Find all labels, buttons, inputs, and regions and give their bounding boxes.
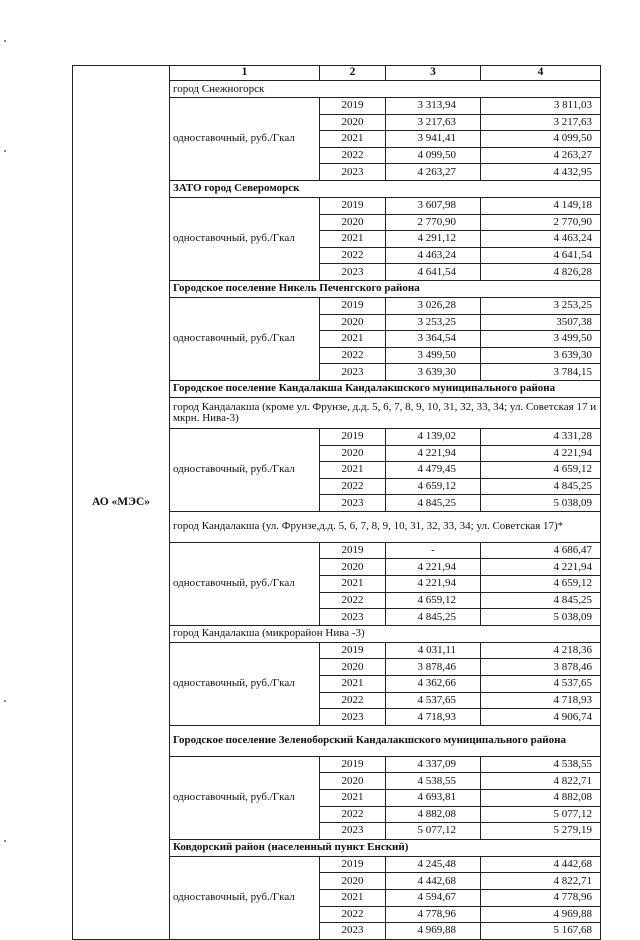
value-col3: 4 099,50 bbox=[386, 147, 481, 164]
year-cell: 2020 bbox=[320, 873, 386, 890]
value-col3: 3 313,94 bbox=[386, 98, 481, 115]
year-cell: 2021 bbox=[320, 889, 386, 906]
value-col4: 4 149,18 bbox=[481, 197, 601, 214]
value-col3: 4 969,88 bbox=[386, 923, 481, 940]
value-col3: 4 882,08 bbox=[386, 806, 481, 823]
year-cell: 2021 bbox=[320, 131, 386, 148]
year-cell: 2020 bbox=[320, 445, 386, 462]
year-cell: 2019 bbox=[320, 856, 386, 873]
value-col4: 3 499,50 bbox=[481, 331, 601, 348]
value-col3: 4 221,94 bbox=[386, 576, 481, 593]
section-title: Городское поселение Зеленоборский Кандалакшского муниципального района bbox=[170, 725, 601, 756]
section-title: Городское поселение Никель Печенгского района bbox=[170, 280, 601, 297]
value-col3: 4 718,93 bbox=[386, 709, 481, 726]
value-col4: 4 822,71 bbox=[481, 773, 601, 790]
section-title: Ковдорский район (населенный пункт Енский) bbox=[170, 839, 601, 856]
value-col4: 4 221,94 bbox=[481, 445, 601, 462]
year-cell: 2023 bbox=[320, 609, 386, 626]
value-col4: 3 878,46 bbox=[481, 659, 601, 676]
value-col3: 4 362,66 bbox=[386, 676, 481, 693]
year-cell: 2021 bbox=[320, 462, 386, 479]
value-col4: 5 077,12 bbox=[481, 806, 601, 823]
year-cell: 2023 bbox=[320, 164, 386, 181]
value-col3: 4 537,65 bbox=[386, 692, 481, 709]
value-col4: 4 969,88 bbox=[481, 906, 601, 923]
value-col3: 3 639,30 bbox=[386, 364, 481, 381]
value-col4: 4 718,93 bbox=[481, 692, 601, 709]
value-col4: 5 038,09 bbox=[481, 495, 601, 512]
section-title: город Снежногорск bbox=[170, 81, 601, 98]
header-row bbox=[73, 66, 601, 81]
year-cell: 2021 bbox=[320, 576, 386, 593]
value-col4: 4 906,74 bbox=[481, 709, 601, 726]
margin-dot bbox=[4, 700, 6, 702]
year-cell: 2019 bbox=[320, 756, 386, 773]
margin-dot bbox=[4, 840, 6, 842]
rate-label: одноставочный, руб./Гкал bbox=[170, 197, 320, 280]
year-cell: 2019 bbox=[320, 98, 386, 115]
rate-label: одноставочный, руб./Гкал bbox=[170, 756, 320, 839]
header-cell-1: 1 bbox=[170, 66, 320, 81]
margin-dot bbox=[4, 40, 6, 42]
year-cell: 2021 bbox=[320, 676, 386, 693]
value-col3: 4 594,67 bbox=[386, 889, 481, 906]
year-cell: 2023 bbox=[320, 495, 386, 512]
header-cell-2: 2 bbox=[320, 66, 386, 81]
header-cell-4: 4 bbox=[481, 66, 601, 81]
value-col4: 4 263,27 bbox=[481, 147, 601, 164]
year-cell: 2019 bbox=[320, 428, 386, 445]
section-title: город Кандалакша (ул. Фрунзе,д.д. 5, 6, 7, 8, 9, 10, 31, 32, 33, 34; ул. Советская 17)* bbox=[170, 511, 601, 542]
year-cell: 2022 bbox=[320, 347, 386, 364]
margin-dot bbox=[4, 150, 6, 152]
value-col3: 4 693,81 bbox=[386, 790, 481, 807]
value-col3: 3 941,41 bbox=[386, 131, 481, 148]
value-col3: 3 499,50 bbox=[386, 347, 481, 364]
year-cell: 2023 bbox=[320, 709, 386, 726]
value-col4: 3 811,03 bbox=[481, 98, 601, 115]
value-col3: 3 607,98 bbox=[386, 197, 481, 214]
year-cell: 2020 bbox=[320, 114, 386, 131]
value-col4: 3 639,30 bbox=[481, 347, 601, 364]
year-cell: 2022 bbox=[320, 247, 386, 264]
value-col4: 4 882,08 bbox=[481, 790, 601, 807]
value-col3: 4 221,94 bbox=[386, 445, 481, 462]
value-col3: 4 845,25 bbox=[386, 609, 481, 626]
value-col4: 3 784,15 bbox=[481, 364, 601, 381]
year-cell: 2022 bbox=[320, 906, 386, 923]
value-col4: 4 099,50 bbox=[481, 131, 601, 148]
value-col3: 3 878,46 bbox=[386, 659, 481, 676]
value-col4: 4 442,68 bbox=[481, 856, 601, 873]
value-col4: 4 221,94 bbox=[481, 559, 601, 576]
value-col3: 3 364,54 bbox=[386, 331, 481, 348]
rate-label: одноставочный, руб./Гкал bbox=[170, 428, 320, 511]
value-col3: 4 845,25 bbox=[386, 495, 481, 512]
value-col3: 5 077,12 bbox=[386, 823, 481, 840]
value-col3: 4 221,94 bbox=[386, 559, 481, 576]
value-col4: 4 686,47 bbox=[481, 542, 601, 559]
year-cell: 2019 bbox=[320, 542, 386, 559]
value-col3: 4 263,27 bbox=[386, 164, 481, 181]
value-col4: 5 038,09 bbox=[481, 609, 601, 626]
year-cell: 2022 bbox=[320, 806, 386, 823]
value-col4: 5 167,68 bbox=[481, 923, 601, 940]
year-cell: 2023 bbox=[320, 364, 386, 381]
value-col4: 4 845,25 bbox=[481, 478, 601, 495]
value-col3: 4 337,09 bbox=[386, 756, 481, 773]
value-col3: 4 778,96 bbox=[386, 906, 481, 923]
value-col4: 4 822,71 bbox=[481, 873, 601, 890]
value-col3: 4 538,55 bbox=[386, 773, 481, 790]
year-cell: 2021 bbox=[320, 331, 386, 348]
value-col4: 4 432,95 bbox=[481, 164, 601, 181]
value-col3: 2 770,90 bbox=[386, 214, 481, 231]
year-cell: 2021 bbox=[320, 790, 386, 807]
value-col4: 3 217,63 bbox=[481, 114, 601, 131]
year-cell: 2020 bbox=[320, 214, 386, 231]
value-col3: 4 139,02 bbox=[386, 428, 481, 445]
year-cell: 2019 bbox=[320, 642, 386, 659]
section-title: город Кандалакша (микрорайон Нива -3) bbox=[170, 625, 601, 642]
year-cell: 2019 bbox=[320, 297, 386, 314]
year-cell: 2023 bbox=[320, 923, 386, 940]
rate-label: одноставочный, руб./Гкал bbox=[170, 642, 320, 725]
value-col4: 4 845,25 bbox=[481, 592, 601, 609]
value-col4: 4 463,24 bbox=[481, 231, 601, 248]
value-col4: 5 279,19 bbox=[481, 823, 601, 840]
year-cell: 2019 bbox=[320, 197, 386, 214]
value-col3: - bbox=[386, 542, 481, 559]
value-col4: 4 218,36 bbox=[481, 642, 601, 659]
value-col4: 4 659,12 bbox=[481, 462, 601, 479]
section-title: ЗАТО город Североморск bbox=[170, 180, 601, 197]
header-cell-3: 3 bbox=[386, 66, 481, 81]
value-col3: 3 253,25 bbox=[386, 314, 481, 331]
rate-label: одноставочный, руб./Гкал bbox=[170, 98, 320, 181]
year-cell: 2022 bbox=[320, 147, 386, 164]
year-cell: 2023 bbox=[320, 823, 386, 840]
value-col3: 3 026,28 bbox=[386, 297, 481, 314]
tariff-table bbox=[72, 65, 601, 940]
value-col3: 4 659,12 bbox=[386, 592, 481, 609]
value-col4: 3507,38 bbox=[481, 314, 601, 331]
value-col4: 4 331,28 bbox=[481, 428, 601, 445]
value-col4: 4 641,54 bbox=[481, 247, 601, 264]
organization-cell: АО «МЭС» bbox=[73, 66, 170, 940]
rate-label: одноставочный, руб./Гкал bbox=[170, 297, 320, 380]
year-cell: 2022 bbox=[320, 478, 386, 495]
section-title: Городское поселение Кандалакша Кандалакшского муниципального района bbox=[170, 380, 601, 397]
rate-label: одноставочный, руб./Гкал bbox=[170, 856, 320, 939]
value-col4: 3 253,25 bbox=[481, 297, 601, 314]
year-cell: 2022 bbox=[320, 692, 386, 709]
value-col3: 4 245,48 bbox=[386, 856, 481, 873]
section-title: город Кандалакша (кроме ул. Фрунзе, д.д. 5, 6, 7, 8, 9, 10, 31, 32, 33, 34; ул. Советская 17 и мкрн. Нива-3) bbox=[170, 397, 601, 428]
value-col4: 4 659,12 bbox=[481, 576, 601, 593]
value-col4: 4 537,65 bbox=[481, 676, 601, 693]
value-col4: 4 778,96 bbox=[481, 889, 601, 906]
value-col4: 4 538,55 bbox=[481, 756, 601, 773]
year-cell: 2021 bbox=[320, 231, 386, 248]
value-col3: 4 463,24 bbox=[386, 247, 481, 264]
value-col3: 4 442,68 bbox=[386, 873, 481, 890]
value-col3: 4 659,12 bbox=[386, 478, 481, 495]
rate-label: одноставочный, руб./Гкал bbox=[170, 542, 320, 625]
year-cell: 2020 bbox=[320, 659, 386, 676]
year-cell: 2022 bbox=[320, 592, 386, 609]
value-col3: 3 217,63 bbox=[386, 114, 481, 131]
value-col3: 4 479,45 bbox=[386, 462, 481, 479]
year-cell: 2020 bbox=[320, 314, 386, 331]
value-col3: 4 291,12 bbox=[386, 231, 481, 248]
year-cell: 2020 bbox=[320, 773, 386, 790]
year-cell: 2023 bbox=[320, 264, 386, 281]
year-cell: 2020 bbox=[320, 559, 386, 576]
value-col3: 4 641,54 bbox=[386, 264, 481, 281]
value-col4: 4 826,28 bbox=[481, 264, 601, 281]
value-col4: 2 770,90 bbox=[481, 214, 601, 231]
value-col3: 4 031,11 bbox=[386, 642, 481, 659]
